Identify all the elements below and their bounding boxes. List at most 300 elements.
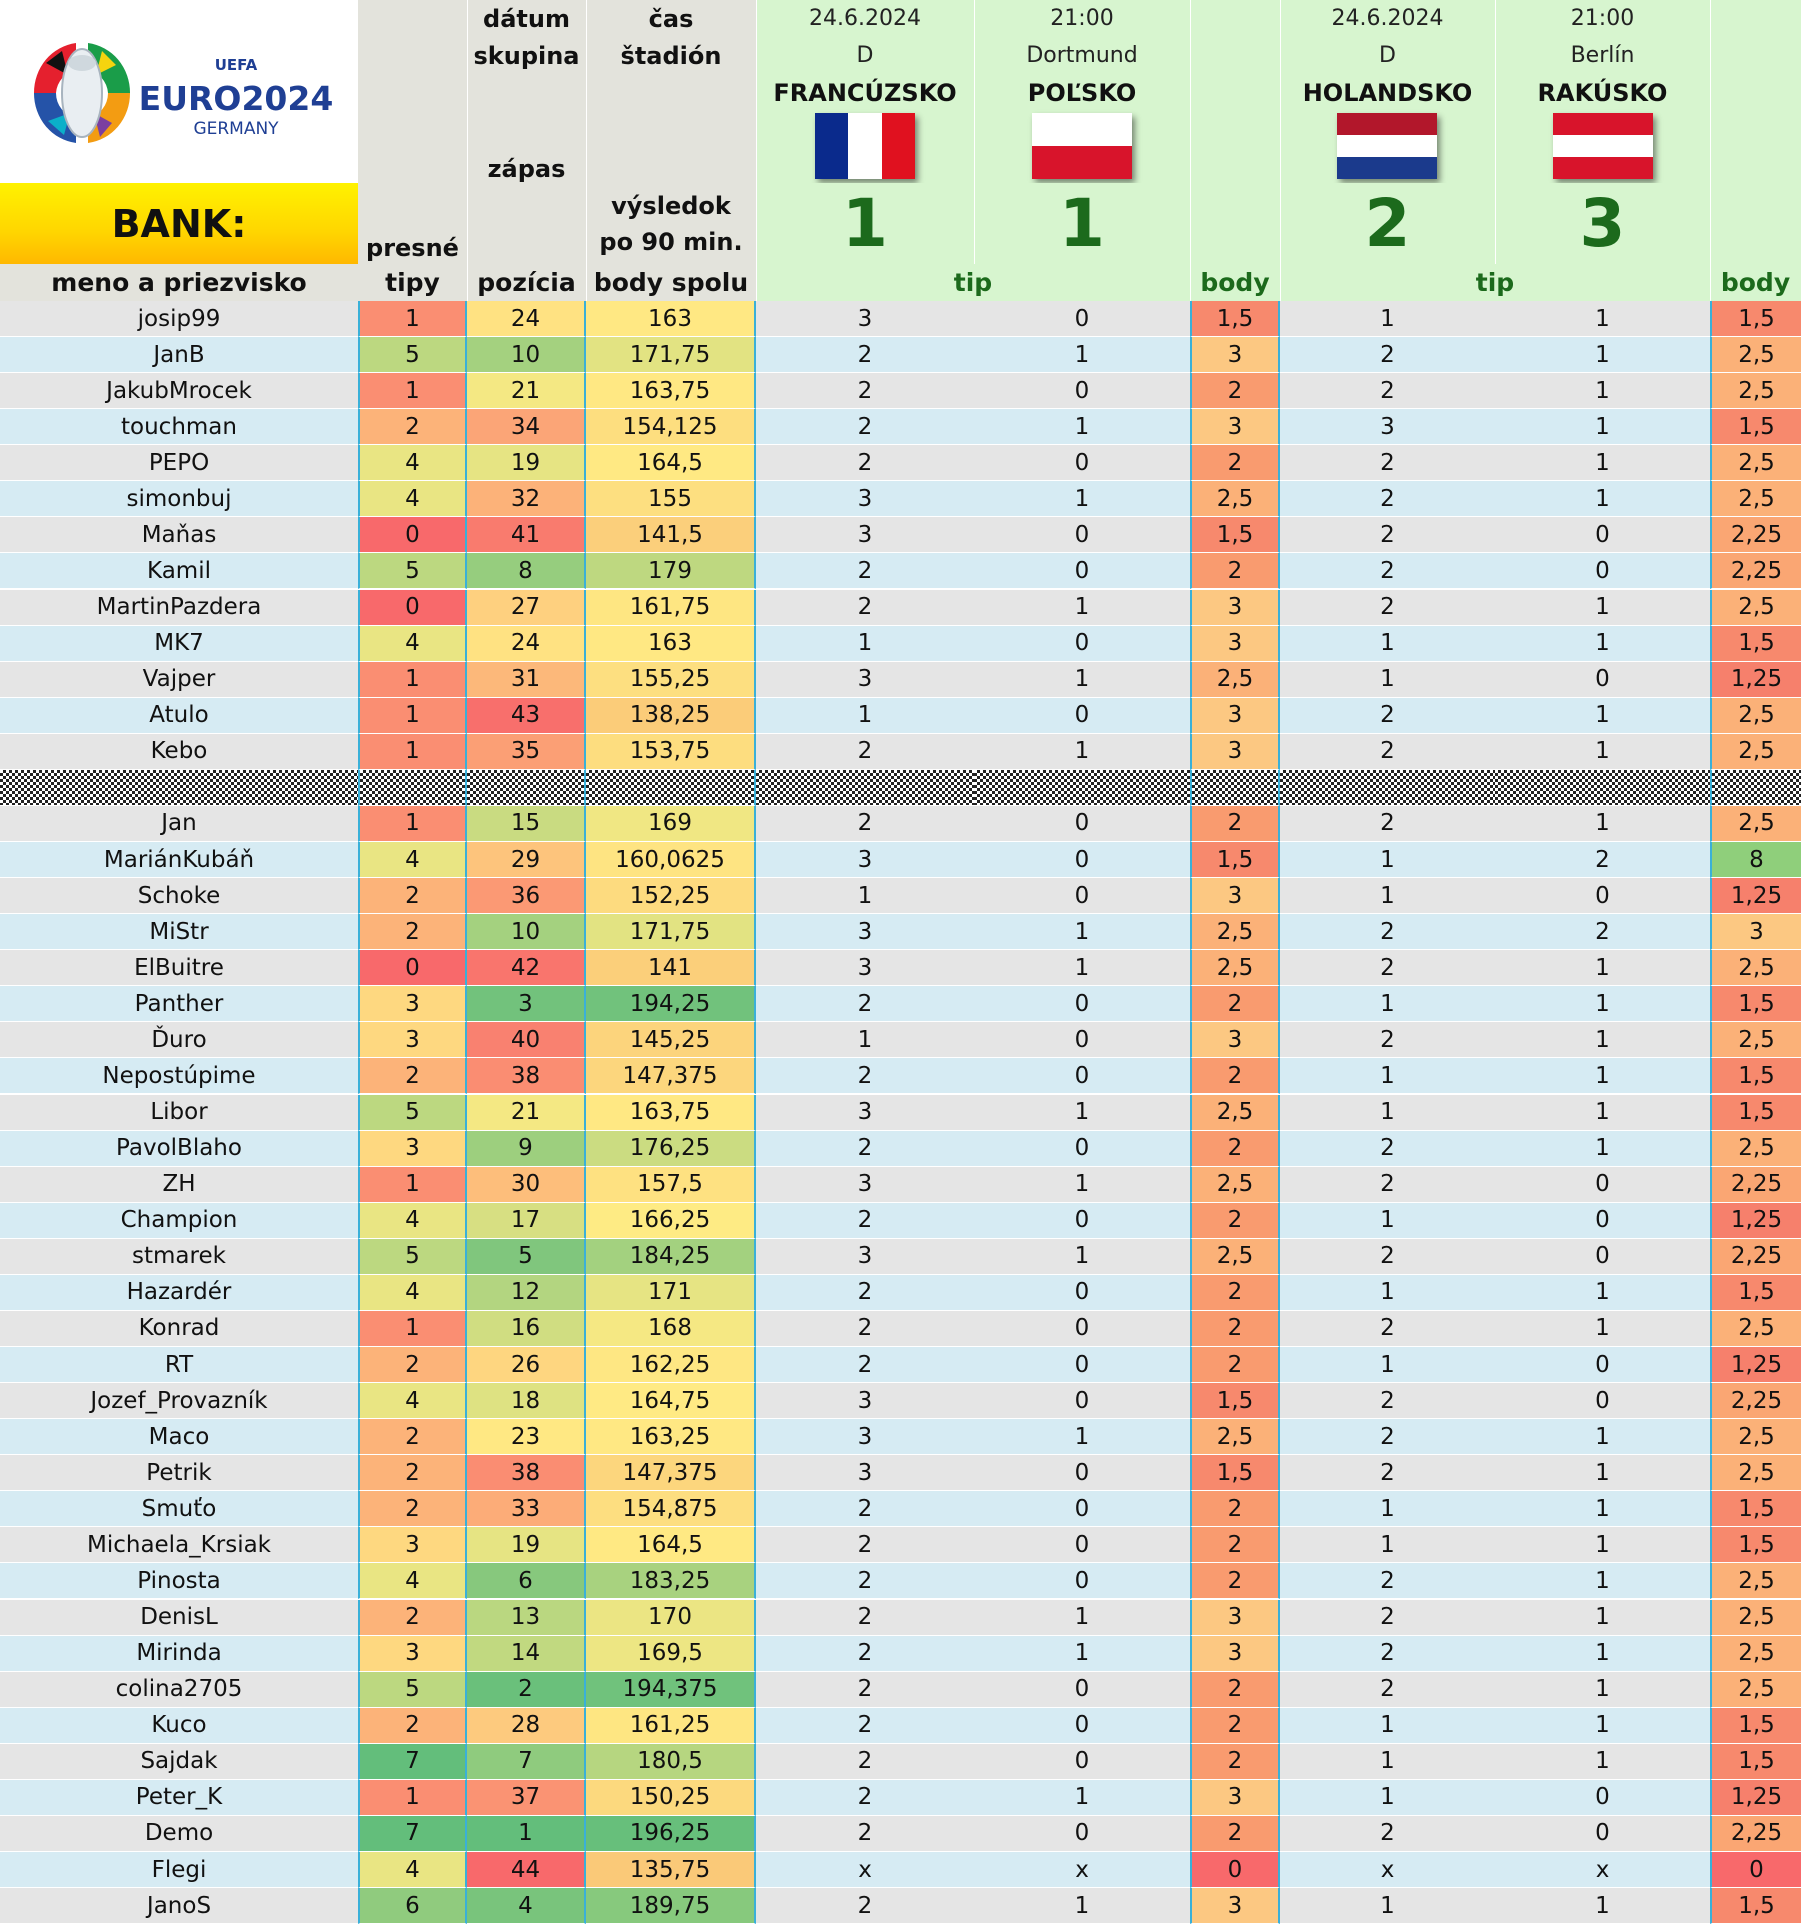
total-points-cell: 163 [586, 301, 756, 337]
match1-tip-away-cell: 1 [974, 950, 1190, 986]
exact-tips-cell: 7 [358, 1816, 467, 1852]
match2-points-cell: 2,5 [1710, 1419, 1801, 1455]
match1-tip-home-cell: 2 [756, 734, 974, 770]
match2-tip-away-cell: 1 [1495, 1491, 1710, 1527]
match2-tip-away-cell: 0 [1495, 662, 1710, 698]
logo-germany-text: GERMANY [193, 119, 279, 139]
body1-header-blank-b [1190, 37, 1280, 74]
match2-tip-away-cell: 1 [1495, 950, 1710, 986]
body1-header-blank-a [1190, 0, 1280, 37]
exact-tips-cell: 3 [358, 986, 467, 1022]
exact-tips-cell: 3 [358, 1636, 467, 1672]
position-cell: 31 [467, 662, 586, 698]
position-cell: 43 [467, 698, 586, 734]
player-name-cell: MartinPazdera [0, 590, 358, 626]
exact-tips-cell: 2 [358, 1600, 467, 1636]
match1-tip-away-cell: 0 [974, 1383, 1190, 1419]
pozicia-header [467, 264, 586, 301]
total-points-cell: 164,5 [586, 445, 756, 481]
match1-tip-home-cell: 3 [756, 914, 974, 950]
table-row [0, 1383, 1801, 1419]
match2-points-cell: 2,5 [1710, 698, 1801, 734]
table-row [0, 1600, 1801, 1636]
match1-points-cell: 2 [1190, 1347, 1280, 1383]
match2-away-score: 3 [1495, 183, 1710, 264]
match1-tip-home-cell: 3 [756, 1419, 974, 1455]
match2-tip-home-cell: 2 [1280, 1600, 1495, 1636]
body2-header-blank-b [1710, 37, 1801, 74]
total-points-cell: 179 [586, 553, 756, 589]
total-points-cell: 154,125 [586, 409, 756, 445]
total-points-cell: 171 [586, 1275, 756, 1311]
match1-tip-away-cell: 0 [974, 1022, 1190, 1058]
player-name-cell: PEPO [0, 445, 358, 481]
match1-tip-away-cell: 1 [974, 1888, 1190, 1924]
match1-tip-away-cell: 0 [974, 1131, 1190, 1167]
match1-tip-away-cell: 1 [974, 1780, 1190, 1816]
match2-points-cell: 1,5 [1710, 1095, 1801, 1131]
match1-tip-home-cell: 2 [756, 1636, 974, 1672]
match2-tip-away-cell: 0 [1495, 553, 1710, 589]
exact-tips-cell: 4 [358, 842, 467, 878]
match2-tip-home-cell: 2 [1280, 950, 1495, 986]
total-points-cell: 184,25 [586, 1239, 756, 1275]
table-row [0, 337, 1801, 373]
position-cell: 9 [467, 1131, 586, 1167]
position-cell: 27 [467, 590, 586, 626]
player-name-cell: Kuco [0, 1708, 358, 1744]
position-cell: 21 [467, 1095, 586, 1131]
exact-tips-cell: 0 [358, 590, 467, 626]
zapas-label: zápas [467, 74, 586, 264]
position-cell: 14 [467, 1636, 586, 1672]
match1-tip-home-cell: 2 [756, 1600, 974, 1636]
match2-points-cell: 1,25 [1710, 878, 1801, 914]
body2-header [1710, 264, 1801, 301]
match1-tip-home-cell: 2 [756, 1672, 974, 1708]
total-points-cell: 180,5 [586, 1744, 756, 1780]
table-row [0, 626, 1801, 662]
match2-tip-home-cell: 1 [1280, 842, 1495, 878]
exact-tips-cell: 2 [358, 1491, 467, 1527]
match2-tip-home-cell: 2 [1280, 337, 1495, 373]
total-points-cell: 163 [586, 626, 756, 662]
match1-points-cell: 2 [1190, 1058, 1280, 1094]
total-points-cell: 152,25 [586, 878, 756, 914]
pozicia-label: pozícia [477, 268, 576, 297]
table-row [0, 1816, 1801, 1852]
match1-tip-away-cell [974, 770, 1190, 806]
match2-tip-away-cell: 2 [1495, 842, 1710, 878]
tipy-header [358, 264, 467, 301]
player-name-cell: DenisL [0, 1600, 358, 1636]
match1-tip-away-cell: 1 [974, 1636, 1190, 1672]
match2-tip-away-cell: 1 [1495, 626, 1710, 662]
match2-points-cell: 1,25 [1710, 1780, 1801, 1816]
match1-tip-home-cell: 2 [756, 553, 974, 589]
match2-points-cell: 2,5 [1710, 1636, 1801, 1672]
match2-tip-away-cell: 0 [1495, 1383, 1710, 1419]
match1-tip-away-cell: 0 [974, 1275, 1190, 1311]
match1-points-cell: 2 [1190, 1708, 1280, 1744]
match2-tip-home-cell: 2 [1280, 445, 1495, 481]
exact-tips-cell: 4 [358, 626, 467, 662]
total-points-cell: 168 [586, 1311, 756, 1347]
player-name-cell: Kamil [0, 553, 358, 589]
match2-points-cell: 8 [1710, 842, 1801, 878]
match1-tip-home-cell: 1 [756, 878, 974, 914]
player-name-cell: Atulo [0, 698, 358, 734]
match1-tip-home-cell: 1 [756, 1022, 974, 1058]
match1-points-cell: 3 [1190, 1636, 1280, 1672]
total-points-cell: 141 [586, 950, 756, 986]
match2-tip-away-cell: 1 [1495, 698, 1710, 734]
exact-tips-cell: 5 [358, 1672, 467, 1708]
match2-tip-home-cell: 1 [1280, 1347, 1495, 1383]
body1-label: body [1200, 268, 1270, 297]
header-separator [1495, 0, 1496, 264]
match2-points-cell: 1,5 [1710, 1527, 1801, 1563]
match1-tip-home-cell: 2 [756, 373, 974, 409]
total-points-cell: 170 [586, 1600, 756, 1636]
match2-points-cell: 1,5 [1710, 1491, 1801, 1527]
table-row [0, 590, 1801, 626]
match1-points-cell: 2,5 [1190, 1239, 1280, 1275]
match1-away-team: POĽSKO [974, 74, 1190, 112]
total-points-cell: 157,5 [586, 1167, 756, 1203]
player-name-cell: Champion [0, 1203, 358, 1239]
header-separator [467, 0, 468, 301]
total-points-cell: 166,25 [586, 1203, 756, 1239]
match1-date: 24.6.2024 [756, 0, 974, 37]
match1-tip-home-cell: 3 [756, 662, 974, 698]
position-cell: 17 [467, 1203, 586, 1239]
match1-tip-away-cell: 0 [974, 1672, 1190, 1708]
body-spolu-label: body spolu [593, 268, 749, 297]
match2-tip-home-cell: 2 [1280, 1672, 1495, 1708]
match2-tip-away-cell: 1 [1495, 1022, 1710, 1058]
match2-tip-home-cell: 2 [1280, 1455, 1495, 1491]
logo-uefa-text: UEFA [214, 56, 258, 74]
total-points-cell: 164,75 [586, 1383, 756, 1419]
total-points-cell: 154,875 [586, 1491, 756, 1527]
total-points-cell: 160,0625 [586, 842, 756, 878]
match1-points-cell: 2 [1190, 1527, 1280, 1563]
match1-points-cell: 2 [1190, 1203, 1280, 1239]
match1-points-cell: 3 [1190, 337, 1280, 373]
player-name-cell: JanB [0, 337, 358, 373]
match1-points-cell: 2 [1190, 1311, 1280, 1347]
total-points-cell [586, 770, 756, 806]
match1-points-cell: 2,5 [1190, 481, 1280, 517]
exact-tips-cell [358, 770, 467, 806]
logo-euro-text: EURO2024 [138, 79, 334, 118]
match1-tip-home-cell: 2 [756, 1708, 974, 1744]
player-name-cell: Smuťo [0, 1491, 358, 1527]
match1-tip-home-cell: 1 [756, 698, 974, 734]
match1-tip-away-cell: 0 [974, 698, 1190, 734]
match1-tip-home-cell: 2 [756, 806, 974, 842]
exact-tips-cell: 2 [358, 1347, 467, 1383]
match2-points-cell: 2,5 [1710, 373, 1801, 409]
header-separator [1710, 0, 1711, 301]
total-points-cell: 153,75 [586, 734, 756, 770]
match1-tip-away-cell: 0 [974, 842, 1190, 878]
body1-header-blank-c [1190, 74, 1280, 112]
match2-points-cell: 2,5 [1710, 590, 1801, 626]
match1-points-cell: 3 [1190, 734, 1280, 770]
exact-tips-cell: 1 [358, 806, 467, 842]
position-cell: 23 [467, 1419, 586, 1455]
match1-tip-away-cell: 0 [974, 1816, 1190, 1852]
match1-home-team: FRANCÚZSKO [756, 74, 974, 112]
header-blank-2 [586, 112, 756, 183]
position-cell: 6 [467, 1563, 586, 1599]
table-row [0, 1672, 1801, 1708]
match1-tip-away-cell: 0 [974, 1347, 1190, 1383]
cas-label: čas [586, 0, 756, 37]
match1-points-cell: 2,5 [1190, 1095, 1280, 1131]
match1-points-cell: 2 [1190, 1816, 1280, 1852]
match2-tip-home-cell: 2 [1280, 1563, 1495, 1599]
match2-date: 24.6.2024 [1280, 0, 1495, 37]
bank-label: BANK: [0, 183, 358, 264]
player-name-cell: Maňas [0, 517, 358, 553]
match2-points-cell: 2,5 [1710, 806, 1801, 842]
match2-tip-home-cell: 2 [1280, 1816, 1495, 1852]
player-name-cell [0, 770, 358, 806]
position-cell: 42 [467, 950, 586, 986]
exact-tips-cell: 4 [358, 1383, 467, 1419]
match1-points-cell: 2,5 [1190, 1167, 1280, 1203]
match2-points-cell: 3 [1710, 914, 1801, 950]
match2-points-cell: 2,5 [1710, 1455, 1801, 1491]
match2-tip-home-cell: 1 [1280, 1491, 1495, 1527]
match1-tip-home-cell: 2 [756, 1744, 974, 1780]
position-cell: 7 [467, 1744, 586, 1780]
match2-points-cell: 2,5 [1710, 1022, 1801, 1058]
match1-points-cell: 2 [1190, 445, 1280, 481]
exact-tips-cell: 7 [358, 1744, 467, 1780]
match1-home-score: 1 [756, 183, 974, 264]
table-row [0, 1780, 1801, 1816]
match1-tip-away-cell: 0 [974, 517, 1190, 553]
exact-tips-cell: 1 [358, 1167, 467, 1203]
total-points-cell: 196,25 [586, 1816, 756, 1852]
match1-points-cell: 1,5 [1190, 1455, 1280, 1491]
exact-tips-cell: 0 [358, 517, 467, 553]
match2-tip-home-cell: 1 [1280, 986, 1495, 1022]
match2-tip-away-cell: 1 [1495, 1744, 1710, 1780]
match1-tip-home-cell: 3 [756, 1383, 974, 1419]
match1-points-cell: 0 [1190, 1852, 1280, 1888]
match1-tip-home-cell: 2 [756, 1888, 974, 1924]
match1-points-cell: 2 [1190, 1563, 1280, 1599]
exact-tips-cell: 1 [358, 1780, 467, 1816]
match1-tip-away-cell: 0 [974, 806, 1190, 842]
exact-tips-cell: 2 [358, 1419, 467, 1455]
match1-tip-away-cell: 1 [974, 337, 1190, 373]
match1-tip-away-cell: 0 [974, 986, 1190, 1022]
total-points-cell: 189,75 [586, 1888, 756, 1924]
table-row [0, 373, 1801, 409]
header-separator [1190, 0, 1191, 301]
match2-tip-home-cell: 2 [1280, 1636, 1495, 1672]
match2-tip-away-cell: 1 [1495, 1672, 1710, 1708]
player-name-cell: Vajper [0, 662, 358, 698]
position-cell: 18 [467, 1383, 586, 1419]
match1-tip-home-cell: 3 [756, 481, 974, 517]
table-row [0, 301, 1801, 337]
match2-tip-away-cell [1495, 770, 1710, 806]
match1-tip-away-cell: x [974, 1852, 1190, 1888]
match1-tip-home-cell: 3 [756, 842, 974, 878]
exact-tips-cell: 6 [358, 1888, 467, 1924]
total-points-cell: 163,75 [586, 1095, 756, 1131]
position-cell: 4 [467, 1888, 586, 1924]
match2-tip-home-cell: 2 [1280, 373, 1495, 409]
match2-tip-away-cell: 1 [1495, 986, 1710, 1022]
total-points-cell: 155,25 [586, 662, 756, 698]
match2-points-cell: 1,5 [1710, 1888, 1801, 1924]
position-cell: 34 [467, 409, 586, 445]
match1-points-cell: 2 [1190, 1744, 1280, 1780]
match1-tip-away-cell: 0 [974, 1527, 1190, 1563]
match1-tip-away-cell: 0 [974, 1311, 1190, 1347]
table-row [0, 914, 1801, 950]
position-cell: 3 [467, 986, 586, 1022]
match2-tip-home-cell: 1 [1280, 1275, 1495, 1311]
match1-points-cell: 3 [1190, 590, 1280, 626]
position-cell: 30 [467, 1167, 586, 1203]
match1-points-cell: 2,5 [1190, 1419, 1280, 1455]
player-name-cell: Demo [0, 1816, 358, 1852]
table-row [0, 1095, 1801, 1131]
match1-tip-away-cell: 1 [974, 1239, 1190, 1275]
match2-tip-home-cell: 2 [1280, 806, 1495, 842]
match2-tip-home-cell: 3 [1280, 409, 1495, 445]
total-points-cell: 147,375 [586, 1455, 756, 1491]
position-cell: 44 [467, 1852, 586, 1888]
match2-tip-away-cell: 1 [1495, 1636, 1710, 1672]
position-cell: 32 [467, 481, 586, 517]
match2-tip-away-cell: 0 [1495, 1203, 1710, 1239]
match2-tip-away-cell: 1 [1495, 1275, 1710, 1311]
exact-tips-cell: 1 [358, 301, 467, 337]
match1-tip-home-cell: 2 [756, 590, 974, 626]
match2-tip-home-cell: 1 [1280, 1744, 1495, 1780]
total-points-cell: 145,25 [586, 1022, 756, 1058]
match1-tip-home-cell: 3 [756, 301, 974, 337]
match1-tip-home-cell: 2 [756, 1491, 974, 1527]
match1-time: 21:00 [974, 0, 1190, 37]
match2-tip-away-cell: 2 [1495, 914, 1710, 950]
match1-tip-away-cell: 0 [974, 1491, 1190, 1527]
position-cell: 8 [467, 553, 586, 589]
match2-points-cell: 2,25 [1710, 1816, 1801, 1852]
vysledok-label [586, 183, 756, 264]
position-cell: 38 [467, 1455, 586, 1491]
exact-tips-cell: 2 [358, 878, 467, 914]
match1-tip-home-cell: 2 [756, 1816, 974, 1852]
match2-tip-home-cell: 2 [1280, 914, 1495, 950]
match2-tip-away-cell: 1 [1495, 445, 1710, 481]
match1-tip-home-cell [756, 770, 974, 806]
match2-tip-home-cell: 1 [1280, 1203, 1495, 1239]
match1-tip-away-cell: 0 [974, 1455, 1190, 1491]
match2-points-cell: 2,5 [1710, 1600, 1801, 1636]
position-cell: 41 [467, 517, 586, 553]
exact-tips-cell: 2 [358, 1058, 467, 1094]
match1-points-cell: 3 [1190, 1888, 1280, 1924]
table-row [0, 1167, 1801, 1203]
exact-tips-cell: 1 [358, 373, 467, 409]
match2-tip-home-cell: 2 [1280, 1022, 1495, 1058]
body1-header [1190, 264, 1280, 301]
match1-tip-away-cell: 0 [974, 626, 1190, 662]
match2-points-cell: 1,5 [1710, 1275, 1801, 1311]
match1-points-cell: 2 [1190, 1672, 1280, 1708]
match1-tip-away-cell: 1 [974, 914, 1190, 950]
exact-tips-cell: 1 [358, 1311, 467, 1347]
flag-poland [1032, 113, 1132, 179]
table-row [0, 1419, 1801, 1455]
match2-tip-header [1280, 264, 1710, 301]
body-spolu-header [586, 264, 756, 301]
match2-tip-away-cell: 1 [1495, 481, 1710, 517]
exact-tips-cell: 5 [358, 553, 467, 589]
total-points-cell: 163,75 [586, 373, 756, 409]
presne-header-top [358, 0, 467, 264]
player-name-cell: MariánKubáň [0, 842, 358, 878]
match1-tip-home-cell: 2 [756, 1780, 974, 1816]
player-name-cell: JakubMrocek [0, 373, 358, 409]
position-cell: 24 [467, 301, 586, 337]
match1-points-cell: 1,5 [1190, 517, 1280, 553]
match2-points-cell: 2,25 [1710, 517, 1801, 553]
match2-tip-away-cell: 0 [1495, 1239, 1710, 1275]
position-cell: 28 [467, 1708, 586, 1744]
table-row [0, 698, 1801, 734]
match2-away-team: RAKÚSKO [1495, 74, 1710, 112]
match2-tip-away-cell: 1 [1495, 1708, 1710, 1744]
table-row [0, 1455, 1801, 1491]
table-row [0, 878, 1801, 914]
match1-points-cell: 2 [1190, 986, 1280, 1022]
position-cell: 29 [467, 842, 586, 878]
match2-points-cell: 1,25 [1710, 662, 1801, 698]
match2-tip-away-cell: 1 [1495, 409, 1710, 445]
match2-points-cell: 2,25 [1710, 553, 1801, 589]
match2-tip-away-cell: 1 [1495, 1131, 1710, 1167]
match2-tip-label: tip [1475, 268, 1515, 297]
match1-tip-away-cell: 1 [974, 1600, 1190, 1636]
position-cell: 40 [467, 1022, 586, 1058]
total-points-cell: 169 [586, 806, 756, 842]
player-name-cell: ZH [0, 1167, 358, 1203]
match2-tip-away-cell: 1 [1495, 1455, 1710, 1491]
table-row [0, 734, 1801, 770]
match2-tip-home-cell: 1 [1280, 1095, 1495, 1131]
table-row [0, 1563, 1801, 1599]
exact-tips-cell: 5 [358, 1239, 467, 1275]
player-name-cell: Libor [0, 1095, 358, 1131]
position-cell: 24 [467, 626, 586, 662]
match1-points-cell: 3 [1190, 1600, 1280, 1636]
position-cell: 13 [467, 1600, 586, 1636]
match1-tip-home-cell: 2 [756, 1131, 974, 1167]
player-name-cell: Pinosta [0, 1563, 358, 1599]
